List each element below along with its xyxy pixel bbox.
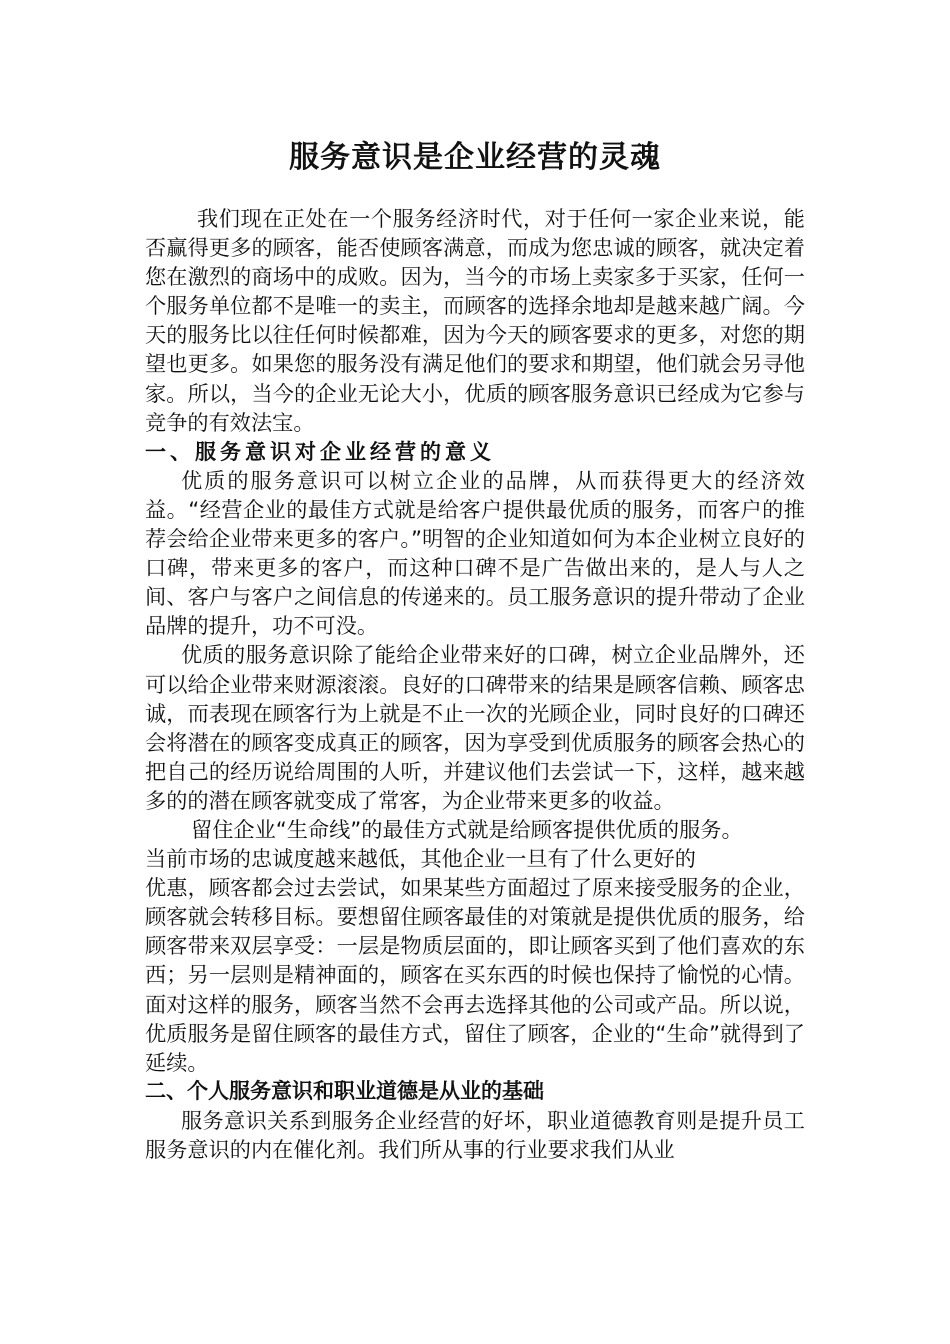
intro-paragraph: 我们现在正处在一个服务经济时代，对于任何一家企业来说，能否赢得更多的顾客，能否使顾客满意，而成为您忠诚的顾客，就决定着您在激烈的商场中的成败。因为，当今的市场上卖家多于买家，任何一个服务单位都不是唯一的卖主，而顾客的选择余地却是越来越广阔。今天的服务比以往任何时候都难，因为今天的顾客要求的更多，对您的期望也更多。如果您的服务没有满足他们的要求和期望，他们就会另寻他家。所以，当今的企业无论大小，优质的顾客服务意识已经成为它参与竞争的有效法宝。: [145, 206, 805, 435]
section-1-paragraph-1: 优质的服务意识可以树立企业的品牌，从而获得更大的经济效益。“经营企业的最佳方式就是给客户提供最优质的服务，而客户的推荐会给企业带来更多的客户。”明智的企业知道如何为本企业树立良好的口碑，带来更多的客户，而这种口碑不是广告做出来的，是人与人之间、客户与客户之间信息的传递来的。员工服务意识的提升带动了企业品牌的提升，功不可没。: [145, 467, 805, 639]
document-body: [145, 204, 805, 1164]
section-2-paragraph-1: 服务意识关系到服务企业经营的好坏，职业道德教育则是提升员工服务意识的内在催化剂。我们所从事的行业要求我们从业: [145, 1107, 805, 1162]
section-1-paragraph-3-rest: 优惠，顾客都会过去尝试，如果某些方面超过了原来接受服务的企业，顾客就会转移目标。要想留住顾客最佳的对策就是提供优质的服务，给顾客带来双层享受：一层是物质层面的，即让顾客买到了他们喜欢的东西；另一层则是精神面的，顾客在买东西的时候也保持了愉悦的心情。面对这样的服务，顾客当然不会再去选择其他的公司或产品。所以说，优质服务是留住顾客的最佳方式，留住了顾客，企业的“生命”就得到了延续。: [145, 875, 805, 1075]
section-1-paragraph-3-line-2: 当前市场的忠诚度越来越低，其他企业一旦有了什么更好的: [145, 846, 696, 872]
section-1-heading: 一、服务意识对企业经营的意义: [145, 438, 495, 464]
section-1-paragraph-2: 优质的服务意识除了能给企业带来好的口碑，树立企业品牌外，还可以给企业带来财源滚滚。良好的口碑带来的结果是顾客信赖、顾客忠诚，而表现在顾客行为上就是不止一次的光顾企业，同时良好的口碑还会将潜在的顾客变成真正的顾客，因为享受到优质服务的顾客会热心的把自己的经历说给周围的人听，并建议他们去尝试一下，这样，越来越多的的潜在顾客就变成了常客，为企业带来更多的收益。: [145, 642, 805, 813]
section-1-paragraph-3-line-1: 留住企业“生命线”的最佳方式就是给顾客提供优质的服务。: [191, 816, 743, 842]
section-2-heading: 二、个人服务意识和职业道德是从业的基础: [145, 1078, 544, 1103]
document-title: 服务意识是企业经营的灵魂: [289, 140, 661, 175]
